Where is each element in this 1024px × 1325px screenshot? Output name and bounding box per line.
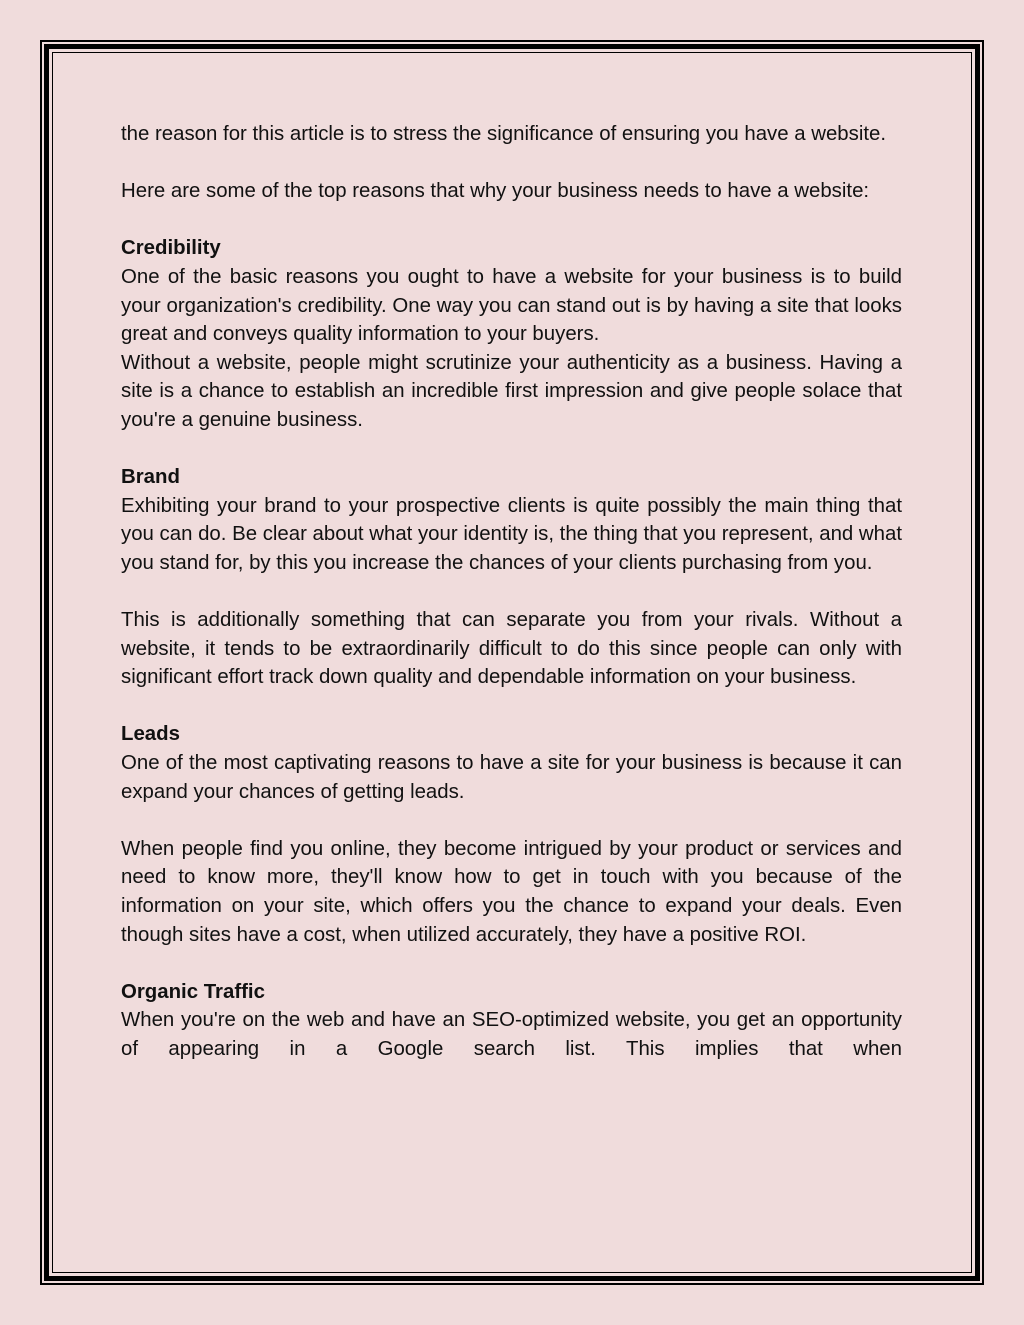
organic-traffic-heading: Organic Traffic <box>121 980 265 1003</box>
brand-paragraph-1: Exhibiting your brand to your prospective clients is quite possibly the main thing that you can do. Be clear about what your identity is, the thing that you represent, and what you stand for, by this you increase the chances of your clients purchasing from you. <box>121 494 902 574</box>
credibility-paragraph-2: Without a website, people might scrutinize your authenticity as a business. Having a site is a chance to establish an incredible first impression and give people solace that you're a genuine business. <box>121 351 902 431</box>
leads-paragraph-2: When people find you online, they become intrigued by your product or services and need to know more, they'll know how to get in touch with you because of the information on your site, which offers you the chance to expand your deals. Even though sites have a cost, when utilized accurately, they have a positive ROI. <box>121 837 902 946</box>
leads-paragraph-1: One of the most captivating reasons to have a site for your business is because it can expand your chances of getting leads. <box>121 752 902 803</box>
article-body <box>121 120 902 1064</box>
credibility-heading: Credibility <box>121 237 221 260</box>
organic-traffic-paragraph: When you're on the web and have an SEO-optimized website, you get an opportunity of appearing in a Google search list. This implies that when <box>121 1009 902 1060</box>
intro-paragraph: the reason for this article is to stress the significance of ensuring you have a website. <box>121 123 887 145</box>
leads-heading: Leads <box>121 723 180 746</box>
credibility-paragraph-1: One of the basic reasons you ought to have a website for your business is to build your organization's credibility. One way you can stand out is by having a site that looks great and conveys quality information to your buyers. <box>121 265 902 346</box>
reasons-intro-paragraph: Here are some of the top reasons that why your business needs to have a website: <box>121 180 870 203</box>
brand-paragraph-2: This is additionally something that can separate you from your rivals. Without a website, it tends to be extraordinarily difficult to do this since people can only with significant effort track down quality and dependable information on your business. <box>121 609 902 689</box>
brand-heading: Brand <box>121 466 180 489</box>
